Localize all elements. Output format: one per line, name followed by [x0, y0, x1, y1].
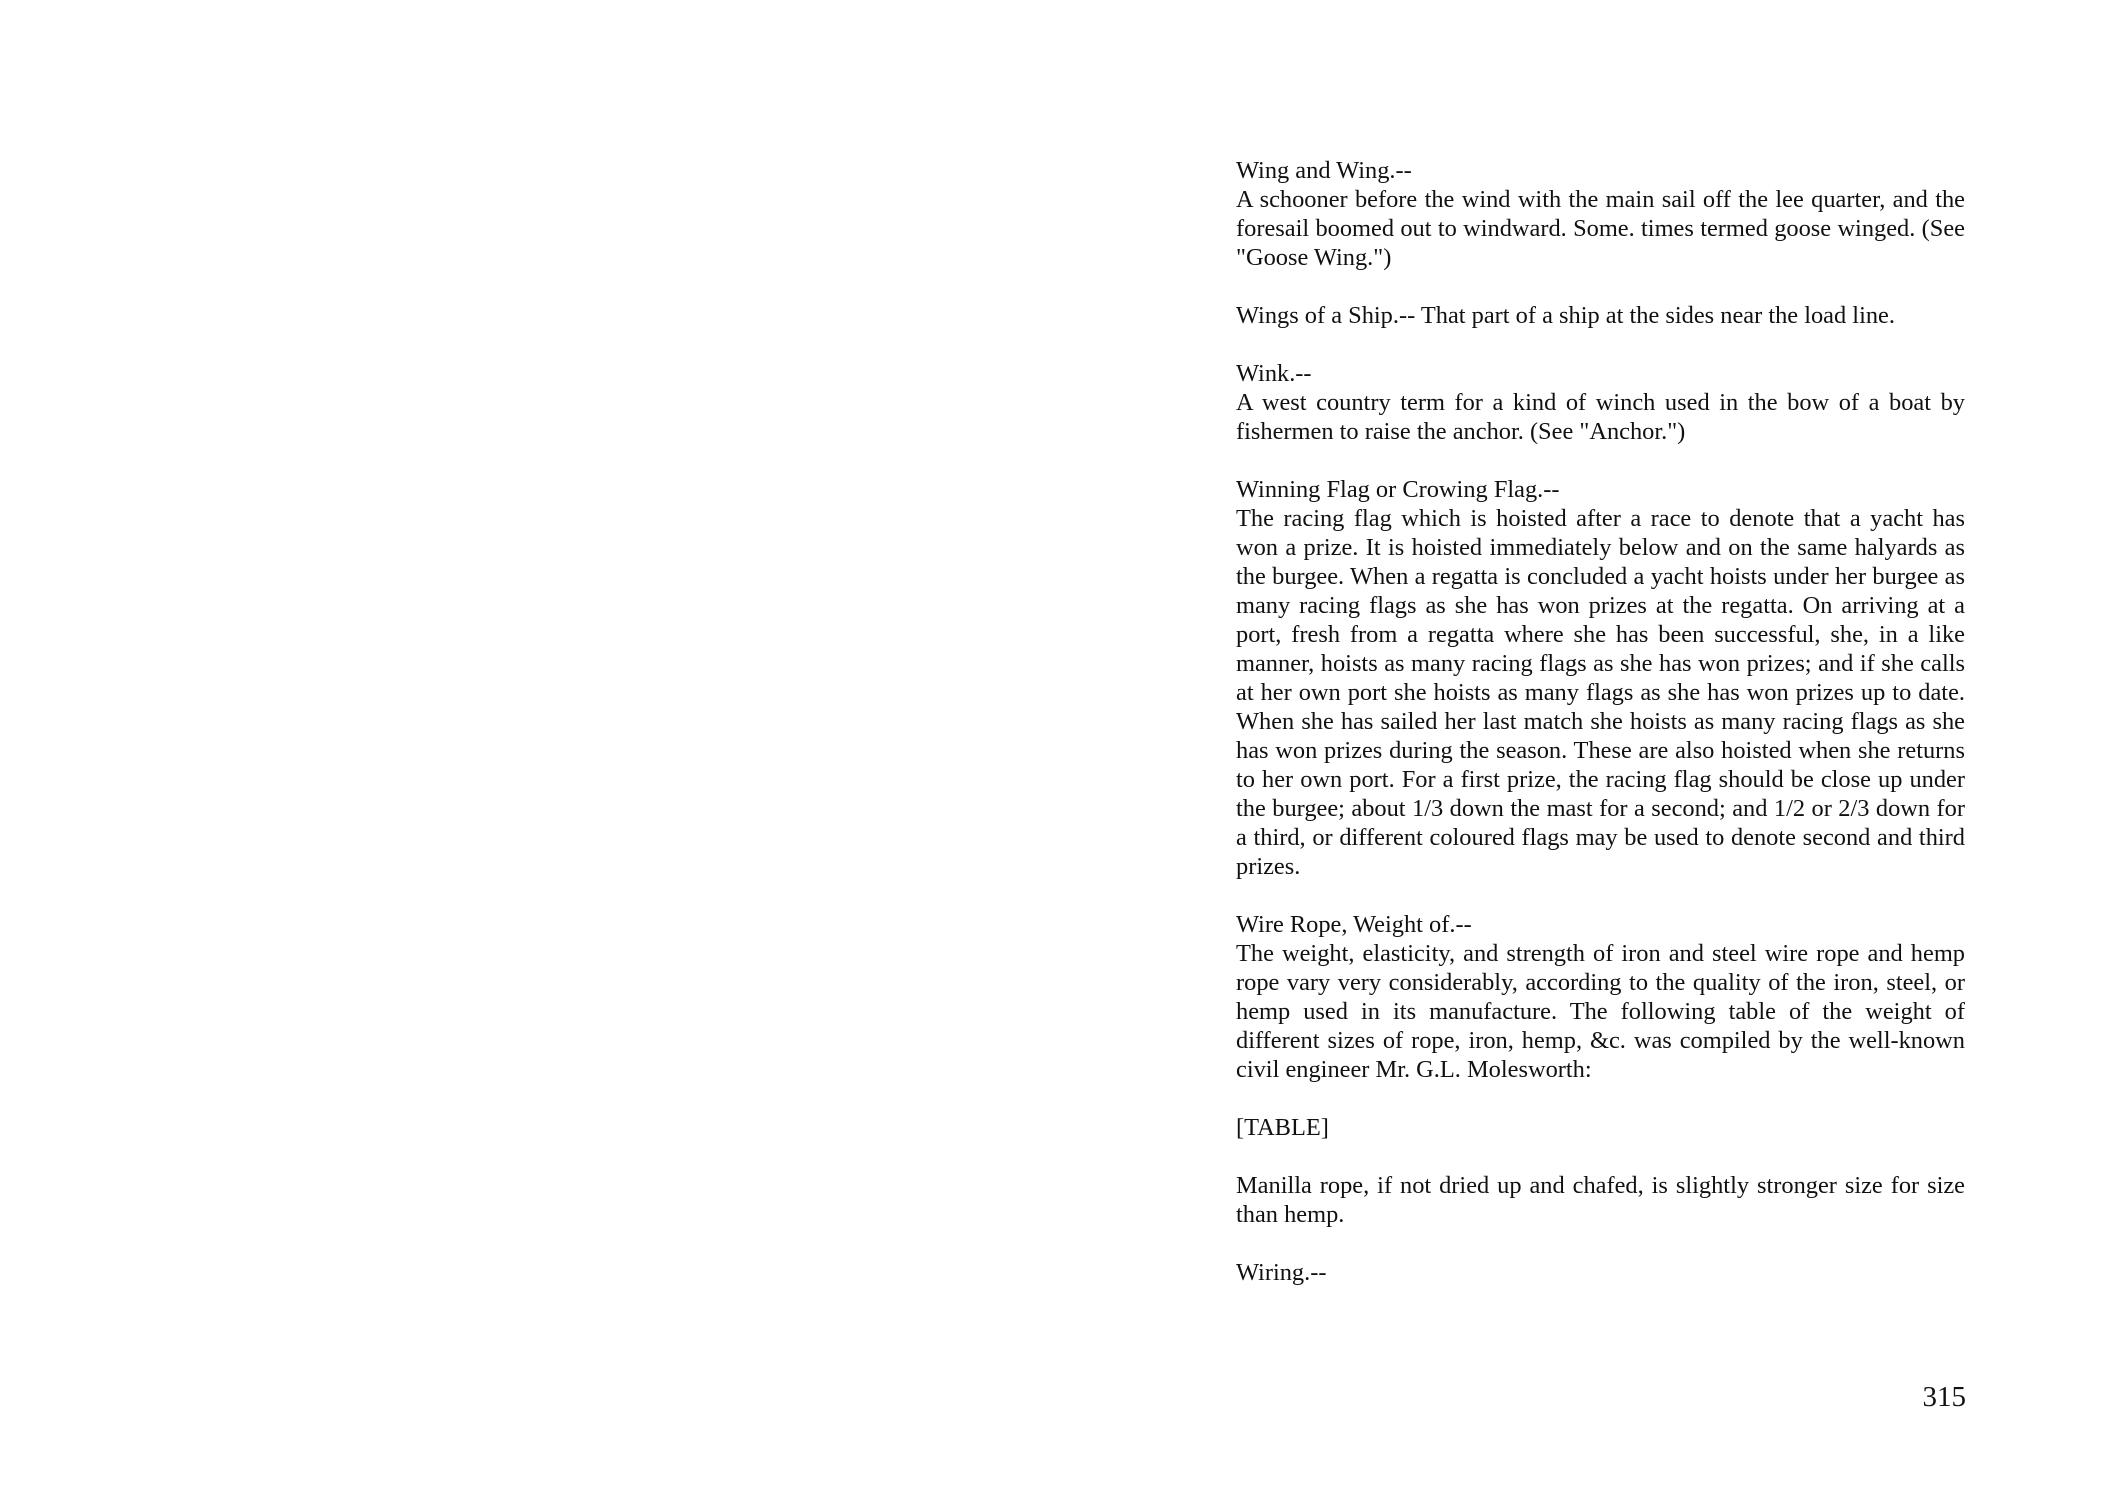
entry-definition: A west country term for a kind of winch used in the bow of a boat by fishermen to raise the anchor. (See "Anchor.")	[1236, 389, 1965, 445]
entry-manilla-rope-note	[1236, 1171, 1965, 1229]
entry-term: Wiring.--	[1236, 1259, 1327, 1286]
entry-inline-text: Manilla rope, if not dried up and chafed, is slightly stronger size for size than hemp.	[1236, 1172, 1965, 1228]
entry-term: Wing and Wing.--	[1236, 157, 1412, 184]
table-placeholder-text: [TABLE]	[1236, 1114, 1329, 1141]
entry-term: Wire Rope, Weight of.--	[1236, 911, 1472, 938]
entry-wink	[1236, 359, 1965, 446]
entry-term: Wink.--	[1236, 360, 1312, 387]
entry-wings-of-a-ship	[1236, 301, 1965, 330]
entry-winning-flag	[1236, 475, 1965, 881]
entry-wiring	[1236, 1258, 1965, 1287]
table-placeholder	[1236, 1113, 1965, 1142]
entry-definition: A schooner before the wind with the main sail off the lee quarter, and the foresail boomed out to windward. Some. times termed goose winged. (See "Goose Wing.")	[1236, 186, 1965, 271]
entry-wing-and-wing	[1236, 156, 1965, 272]
page-text-column	[1236, 156, 1965, 1287]
page-number: 315	[1922, 1381, 1966, 1413]
entry-term: Winning Flag or Crowing Flag.--	[1236, 476, 1560, 503]
entry-definition: The weight, elasticity, and strength of iron and steel wire rope and hemp rope vary very considerably, according to the quality of the iron, steel, or hemp used in its manufacture. The following table of the weight of different sizes of rope, iron, hemp, &c. was compiled by the well-known civil engineer Mr. G.L. Molesworth:	[1236, 940, 1965, 1083]
entry-wire-rope-weight	[1236, 910, 1965, 1084]
entry-inline-text: Wings of a Ship.-- That part of a ship at the sides near the load line.	[1236, 302, 1895, 329]
entry-definition: The racing flag which is hoisted after a race to denote that a yacht has won a prize. It is hoisted immediately below and on the same halyards as the burgee. When a regatta is concluded a yacht hoists under her burgee as many racing flags as she has won prizes at the regatta. On arriving at a port, fresh from a regatta where she has been successful, she, in a like manner, hoists as many racing flags as she has won prizes; and if she calls at her own port she hoists as many flags as she has won prizes up to date. When she has sailed her last match she hoists as many racing flags as she has won prizes during the season. These are also hoisted when she returns to her own port. For a first prize, the racing flag should be close up under the burgee; about 1/3 down the mast for a second; and 1/2 or 2/3 down for a third, or different coloured flags may be used to denote second and third prizes.	[1236, 505, 1965, 880]
